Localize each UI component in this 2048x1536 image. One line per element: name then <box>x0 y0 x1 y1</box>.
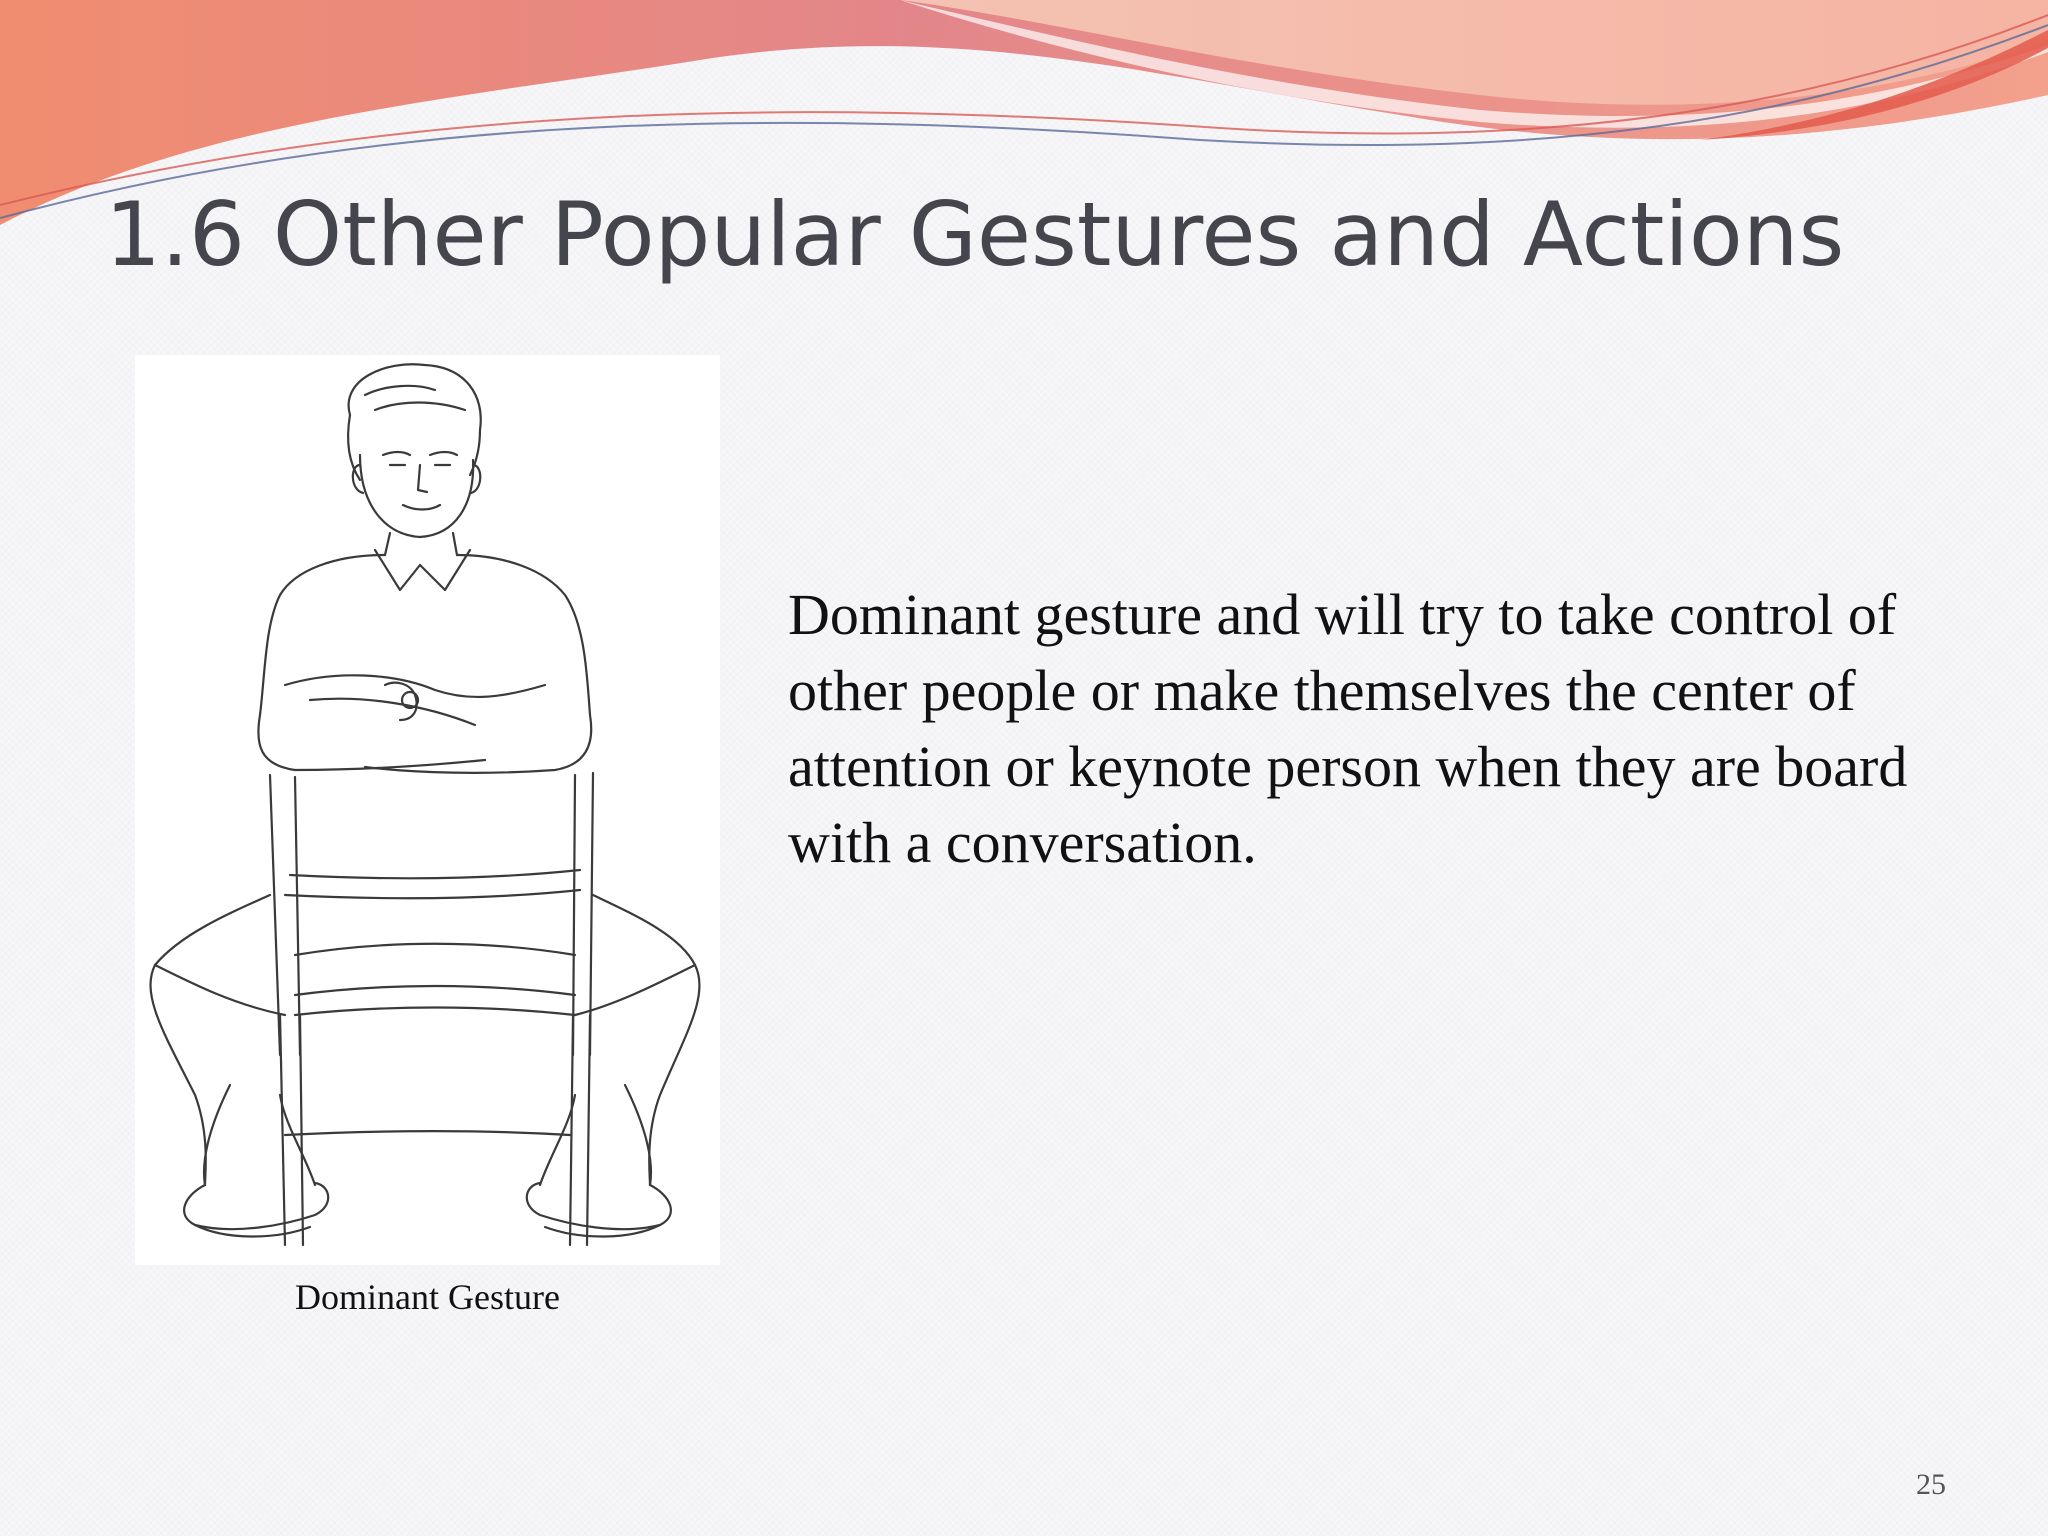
man-straddling-chair-illustration <box>135 355 720 1265</box>
body-text: Dominant gesture and will try to take control of other people or make themselves the center of attention or keynote person when they are board with a conversation. <box>788 582 1908 875</box>
slide-title: 1.6 Other Popular Gestures and Actions <box>105 183 1845 286</box>
page-number: 25 <box>1916 1468 1946 1501</box>
figure-caption: Dominant Gesture <box>295 1277 560 1317</box>
figure-image <box>135 355 720 1265</box>
